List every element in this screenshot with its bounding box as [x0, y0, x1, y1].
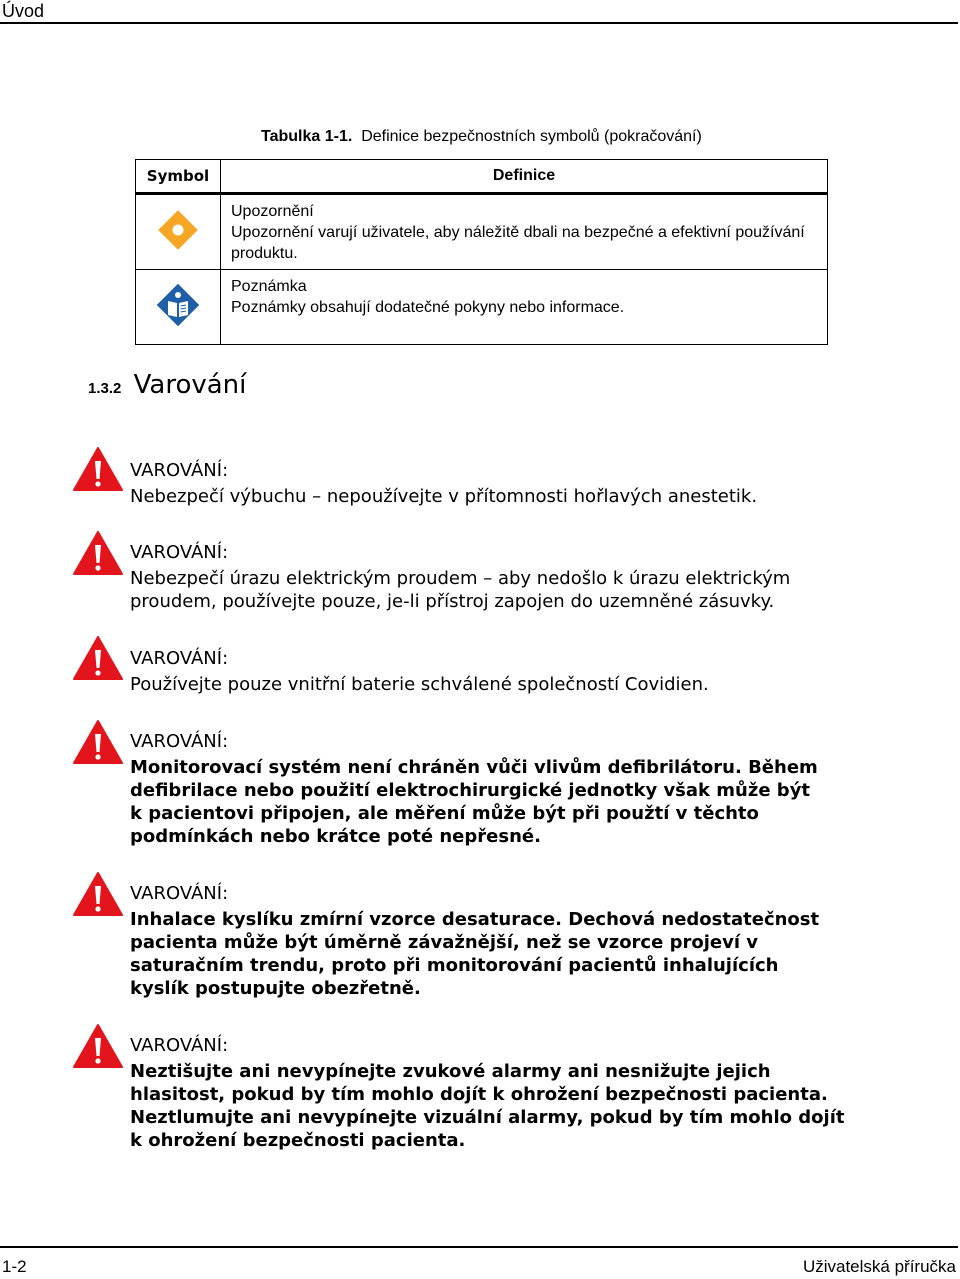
symbol-cell [136, 270, 221, 345]
definition-cell [221, 194, 828, 270]
table-caption-text: Definice bezpečnostních symbolů (pokračování) [361, 128, 702, 145]
table-row [136, 194, 828, 270]
warning-label: VAROVÁNÍ: [130, 542, 229, 563]
warning-triangle-icon [73, 447, 123, 491]
footer-divider [0, 1246, 958, 1248]
warning-text: Neztišujte ani nevypínejte zvukové alarmy ani nesnižujte jejich hlasitost, pokud by tím mohlo dojít k ohrožení bezpečnosti pacienta. Neztlumujte ani nevypínejte vizuální alarmy, pokud by tím mohlo dojít k ohrožení bezpečnosti pacienta. [130, 1061, 845, 1151]
warning-triangle-icon [73, 636, 123, 680]
warning-text: Nebezpečí výbuchu – nepoužívejte v přítomnosti hořlavých anestetik. [130, 486, 758, 507]
column-header-symbol: Symbol [136, 160, 221, 194]
section-number: 1.3.2 [88, 380, 122, 397]
definition-text: Poznámky obsahují dodatečné pokyny nebo informace. [231, 299, 625, 316]
symbol-cell [136, 194, 221, 270]
definition-cell [221, 270, 828, 345]
warning-triangle-icon [73, 720, 123, 764]
definition-text: Upozornění varují uživatele, aby náležitě dbali na bezpečné a efektivní používání produktu. [231, 224, 805, 262]
page-header-title: Úvod [2, 1, 45, 21]
table-row [136, 270, 828, 345]
warning-text: Monitorovací systém není chráněn vůči vlivům defibrilátoru. Během defibrilace nebo použití elektrochirurgické jednotky však může být k pacientovi připojen, ale měření může být při použtí v těchto podmínkách nebo krátce poté nepřesné. [130, 757, 818, 847]
definition-title: Upozornění [231, 203, 314, 220]
warning-label: VAROVÁNÍ: [130, 883, 229, 904]
warning-label: VAROVÁNÍ: [130, 648, 229, 669]
table-caption [261, 127, 702, 147]
warning-triangle-icon [73, 531, 123, 575]
caution-diamond-icon [156, 208, 200, 252]
table-caption-number: Tabulka 1-1. [261, 128, 353, 145]
page-number: 1-2 [2, 1257, 27, 1276]
warning-triangle-icon [73, 1024, 123, 1068]
warning-label: VAROVÁNÍ: [130, 731, 229, 752]
safety-symbols-table [135, 159, 828, 345]
note-book-icon [154, 281, 202, 329]
header-divider [0, 22, 958, 24]
warning-text: Nebezpečí úrazu elektrickým proudem – aby nedošlo k úrazu elektrickým proudem, používejte pouze, je-li přístroj zapojen do uzemněné zásuvky. [130, 568, 791, 612]
warning-label: VAROVÁNÍ: [130, 1035, 229, 1056]
warning-triangle-icon [73, 872, 123, 916]
warning-label: VAROVÁNÍ: [130, 460, 229, 481]
warning-text: Používejte pouze vnitřní baterie schválené společností Covidien. [130, 674, 709, 695]
section-title: Varování [133, 370, 247, 400]
definition-title: Poznámka [231, 278, 307, 295]
column-header-definition: Definice [221, 160, 828, 194]
manual-title: Uživatelská příručka [802, 1257, 956, 1276]
section-heading [88, 369, 246, 405]
warning-text: Inhalace kyslíku zmírní vzorce desaturace. Dechová nedostatečnost pacienta může být úměrně závažnější, než se vzorce projeví v saturačním trendu, proto při monitorování pacientů inhalujících kyslík postupujte obezřetně. [130, 909, 820, 999]
